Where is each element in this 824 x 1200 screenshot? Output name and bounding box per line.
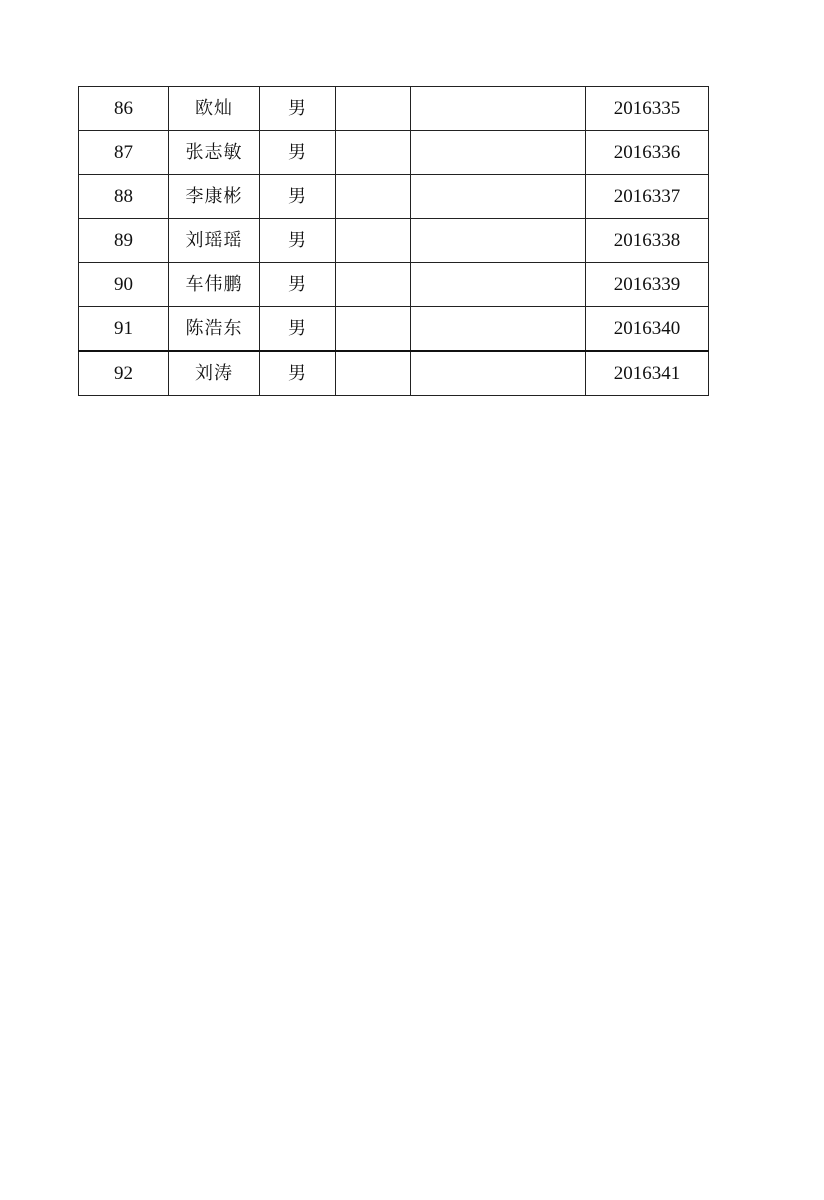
- empty-cell: [336, 175, 411, 219]
- empty-cell: [411, 87, 586, 131]
- table-row: [79, 351, 709, 396]
- name-cell: 刘涛: [169, 351, 260, 396]
- name-cell: 欧灿: [169, 87, 260, 131]
- empty-cell: [336, 351, 411, 396]
- row-number-cell: 88: [79, 175, 169, 219]
- student-id-cell: 2016339: [586, 263, 709, 307]
- empty-cell: [411, 175, 586, 219]
- table-row: [79, 307, 709, 352]
- name-cell: 张志敏: [169, 131, 260, 175]
- name-cell: 刘瑶瑶: [169, 219, 260, 263]
- row-number-cell: 86: [79, 87, 169, 131]
- name-cell: 李康彬: [169, 175, 260, 219]
- empty-cell: [336, 131, 411, 175]
- empty-cell: [411, 131, 586, 175]
- student-id-cell: 2016335: [586, 87, 709, 131]
- gender-cell: 男: [260, 87, 336, 131]
- row-number-cell: 87: [79, 131, 169, 175]
- empty-cell: [336, 263, 411, 307]
- row-number-cell: 89: [79, 219, 169, 263]
- table-row: [79, 263, 709, 307]
- student-id-cell: 2016337: [586, 175, 709, 219]
- row-number-cell: 91: [79, 307, 169, 352]
- row-number-cell: 90: [79, 263, 169, 307]
- empty-cell: [336, 87, 411, 131]
- table-row: [79, 131, 709, 175]
- empty-cell: [336, 219, 411, 263]
- student-id-cell: 2016340: [586, 307, 709, 352]
- student-id-cell: 2016341: [586, 351, 709, 396]
- empty-cell: [336, 307, 411, 352]
- empty-cell: [411, 263, 586, 307]
- gender-cell: 男: [260, 307, 336, 352]
- table-row: [79, 219, 709, 263]
- table-row: [79, 175, 709, 219]
- student-id-cell: 2016336: [586, 131, 709, 175]
- gender-cell: 男: [260, 263, 336, 307]
- gender-cell: 男: [260, 351, 336, 396]
- roster-table: [78, 86, 709, 396]
- empty-cell: [411, 219, 586, 263]
- table-row: [79, 87, 709, 131]
- gender-cell: 男: [260, 175, 336, 219]
- name-cell: 陈浩东: [169, 307, 260, 352]
- empty-cell: [411, 351, 586, 396]
- row-number-cell: 92: [79, 351, 169, 396]
- name-cell: 车伟鹏: [169, 263, 260, 307]
- empty-cell: [411, 307, 586, 352]
- gender-cell: 男: [260, 131, 336, 175]
- gender-cell: 男: [260, 219, 336, 263]
- student-id-cell: 2016338: [586, 219, 709, 263]
